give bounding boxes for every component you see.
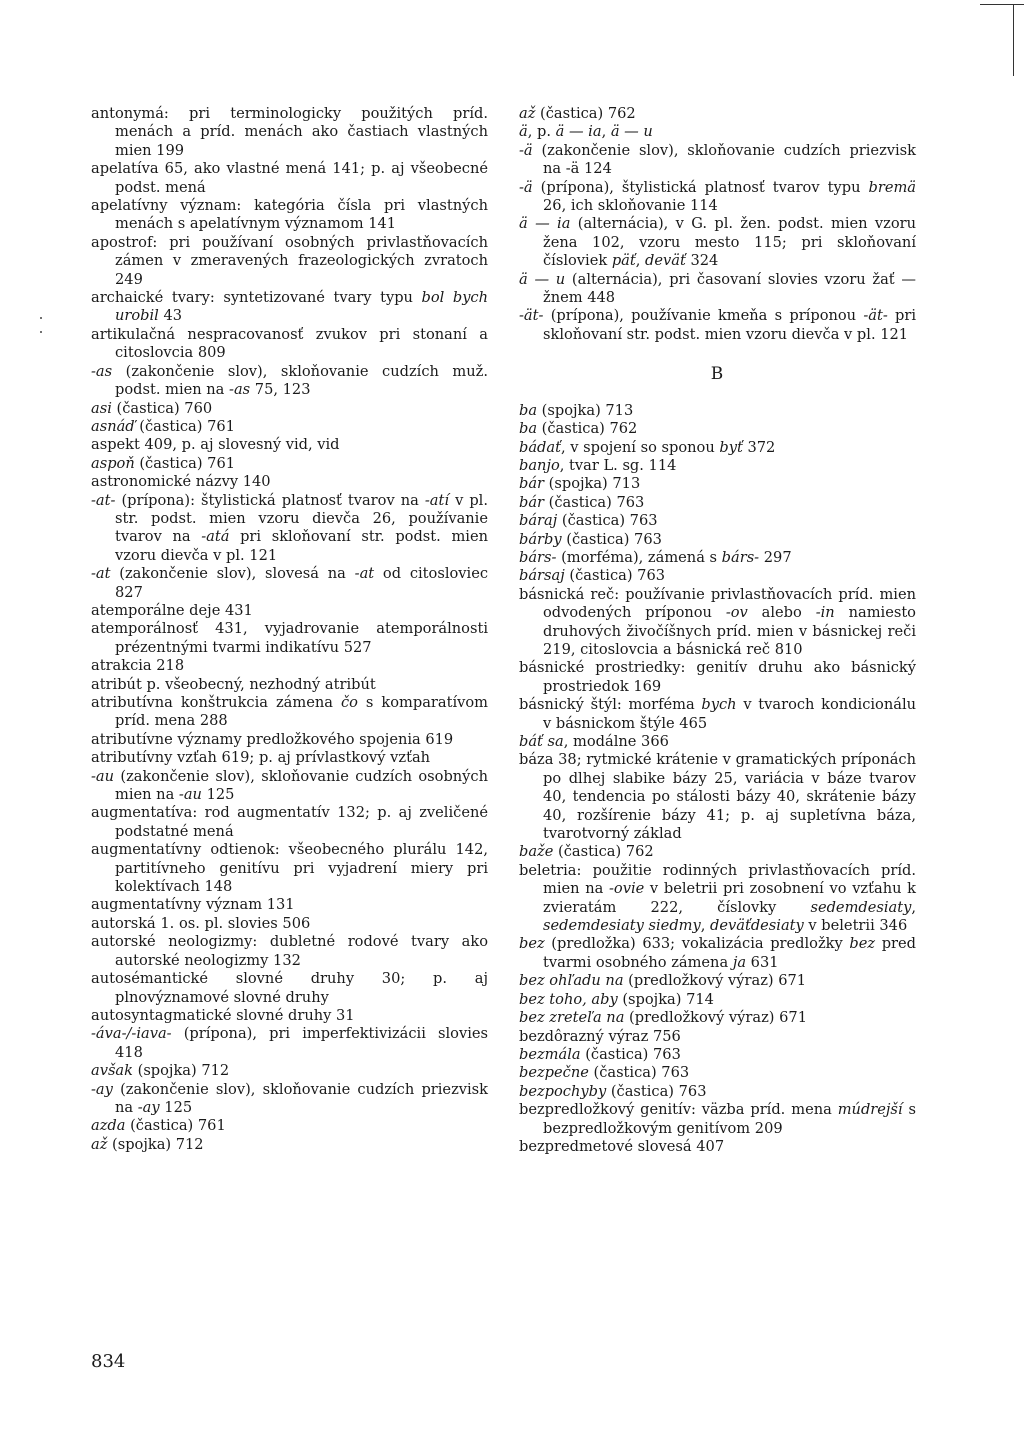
index-entry: báť sa, modálne 366 [519,733,669,750]
index-entry: astronomické názvy 140 [91,473,271,491]
index-entry: ä — ia (alternácia), v G. pl. žen. podst. mien vzoru žena 102, vzoru mesto 115; pri skloňovaní čísloviek päť, deväť 324 [519,215,916,270]
index-entry: bárs- (morféma), zámená s bárs- 297 [519,548,792,566]
index-entry: bezpochyby (častica) 763 [519,1082,707,1100]
index-entry: asnáď (častica) 761 [91,417,235,435]
index-entry: autosémantické slovné druhy 30; p. aj plnovýznamové slovné druhy [91,970,488,1006]
index-entry: atributívny vzťah 619; p. aj prívlastkový vzťah [91,749,431,767]
index-entry: bez zreteľa na (predložkový výraz) 671 [519,1009,807,1027]
index-entry: báraj (častica) 763 [519,512,658,530]
index-entry: autorská 1. os. pl. slovies 506 [91,914,311,932]
index-entry: -ät- (prípona), používanie kmeňa s príponou -ät- pri skloňovaní str. podst. mien vzoru dievča v pl. 121 [519,307,917,343]
right-column [519,105,916,1156]
index-entry: ba (častica) 762 [519,420,638,438]
scan-edge-line [980,4,1024,5]
index-entry: bez (predložka) 633; vokalizácia predložky bez pred tvarmi osobného zámena ja 631 [519,935,916,971]
index-entry: -ä (prípona), štylistická platnosť tvarov typu bremä 26, ich skloňovanie 114 [519,178,916,215]
index-entry: básnický štýl: morféma bych v tvaroch kondicionálu v básnickom štýle 465 [519,696,917,732]
index-entry: bez toho, aby (spojka) 714 [519,990,714,1008]
index-entry: azda (častica) 761 [91,1117,226,1135]
index-entry: atribút p. všeobecný, nezhodný atribút [91,675,376,693]
index-entry: -as (zakončenie slov), skloňovanie cudzích muž. podst. mien na -as 75, 123 [91,362,488,399]
index-entry: bádať, v spojení so sponou byť 372 [519,438,776,456]
index-entry: -ä (zakončenie slov), skloňovanie cudzích priezvisk na -ä 124 [519,141,916,178]
page-number: 834 [91,1351,126,1372]
index-entry: básnická reč: používanie privlastňovacích príd. mien odvodených príponou -ov alebo -in namiesto druhových živočíšnych príd. mien v básnickej reči 219, citoslovcia a básnická reč 810 [519,585,916,658]
index-entry: bezpečne (častica) 763 [519,1064,690,1082]
index-entry: augmentatívny význam 131 [91,896,295,914]
index-entry: aspoň (častica) 761 [91,454,236,472]
index-entry: bezpredmetové slovesá 407 [519,1137,725,1155]
left-column [91,105,488,1154]
index-entry: až (spojka) 712 [91,1135,204,1153]
index-entry: -au (zakončenie slov), skloňovanie cudzích osobných mien na -au 125 [91,767,488,804]
index-entry: apelatívny význam: kategória čísla pri vlastných menách s apelatívnym významom 141 [91,197,488,233]
index-entry: atributívna konštrukcia zámena čo s komparatívom príd. mena 288 [91,694,488,730]
index-entry: bárby (častica) 763 [519,530,662,548]
index-entry: asi (častica) 760 [91,399,213,417]
index-entry: -at (zakončenie slov), slovesá na -at od citosloviec 827 [91,565,488,601]
scan-speck [40,331,42,333]
index-entry: banjo, tvar L. sg. 114 [519,456,677,474]
index-entry: atemporálnosť 431, vyjadrovanie atemporálnosti prézentnými tvarmi indikatívu 527 [91,620,488,656]
index-entry: artikulačná nespracovanosť zvukov pri stonaní a citoslovcia 809 [91,325,488,362]
index-entry: -at- (prípona): štylistická platnosť tvarov na -atí v pl. str. podst. mien vzoru dievča 26, používanie tvarov na -atá pri skloňovaní str. podst. mien vzoru dievča v pl. 121 [91,491,488,564]
index-entry: bezmála (častica) 763 [519,1045,681,1063]
index-entry: ä, p. ä — ia, ä — u [519,123,653,141]
index-entry: -áva-/-iava- (prípona), pri imperfektivizácii slovies 418 [91,1025,488,1061]
index-entry: apelatíva 65, ako vlastné mená 141; p. aj všeobecné podst. mená [91,160,488,196]
section-letter: B [710,364,725,385]
index-entry: augmentatívny odtienok: všeobecného plurálu 142, partitívneho genitívu pri vyjadrení miery pri kolektívach 148 [91,841,488,896]
index-entry: až (častica) 762 [519,105,636,122]
index-entry: archaické tvary: syntetizované tvary typu bol bych urobil 43 [91,289,489,325]
index-entry: beletria: použitie rodinných privlastňovacích príd. mien na -ovie v beletrii pri zosobnení vo vzťahu k zvieratám 222, číslovky sedemdesiaty, sedemdesiaty siedmy, deväťdesiaty v beletrii 346 [519,861,916,935]
index-entry: bez ohľadu na (predložkový výraz) 671 [519,972,807,990]
index-entry: autorské neologizmy: dubletné rodové tvary ako autorské neologizmy 132 [91,933,488,969]
index-entry: bár (spojka) 713 [519,475,641,493]
index-entry: aspekt 409, p. aj slovesný vid, vid [91,436,340,454]
index-entry: baže (častica) 762 [519,843,654,861]
index-entry: autosyntagmatické slovné druhy 31 [91,1006,355,1024]
index-entry: apostrof: pri používaní osobných privlastňovacích zámen v zmeravených frazeologických zvratoch 249 [91,233,488,288]
index-entry: avšak (spojka) 712 [91,1062,230,1080]
scan-edge-line-vertical [1013,4,1014,76]
index-entry: ä — u (alternácia), pri časovaní slovies vzoru žať — žnem 448 [519,270,916,307]
index-entry: -ay (zakončenie slov), skloňovanie cudzích priezvisk na -ay 125 [91,1080,488,1116]
index-entry: bársaj (častica) 763 [519,567,666,585]
index-entry: antonymá: pri terminologicky použitých príd. menách a príd. menách ako častiach vlastných mien 199 [91,105,488,159]
index-entry: atrakcia 218 [91,657,185,675]
right-column-b-entries [519,402,916,1157]
index-entry: ba (spojka) 713 [519,401,634,419]
index-entry: bezdôrazný výraz 756 [519,1027,681,1045]
right-column-a-entries [519,105,916,344]
index-entry: báza 38; rytmické krátenie v gramatických príponách po dlhej slabike bázy 25, variácia v báze tvarov 40, tendencia po stálosti bázy 40, skrátenie bázy 40, rozšírenie bázy 41; p. aj supletívna báza, tvarotvorný základ [519,751,916,843]
index-entry: augmentatíva: rod augmentatív 132; p. aj zveličené podstatné mená [91,804,488,840]
scan-speck [40,317,42,319]
index-entry: atemporálne deje 431 [91,601,253,619]
index-entry: bezpredložkový genitív: väzba príd. mena múdrejší s bezpredložkovým genitívom 209 [519,1101,916,1137]
index-entry: atributívne významy predložkového spojenia 619 [91,730,454,748]
index-entry: básnické prostriedky: genitív druhu ako básnický prostriedok 169 [519,659,916,695]
index-entry: bár (častica) 763 [519,493,645,511]
